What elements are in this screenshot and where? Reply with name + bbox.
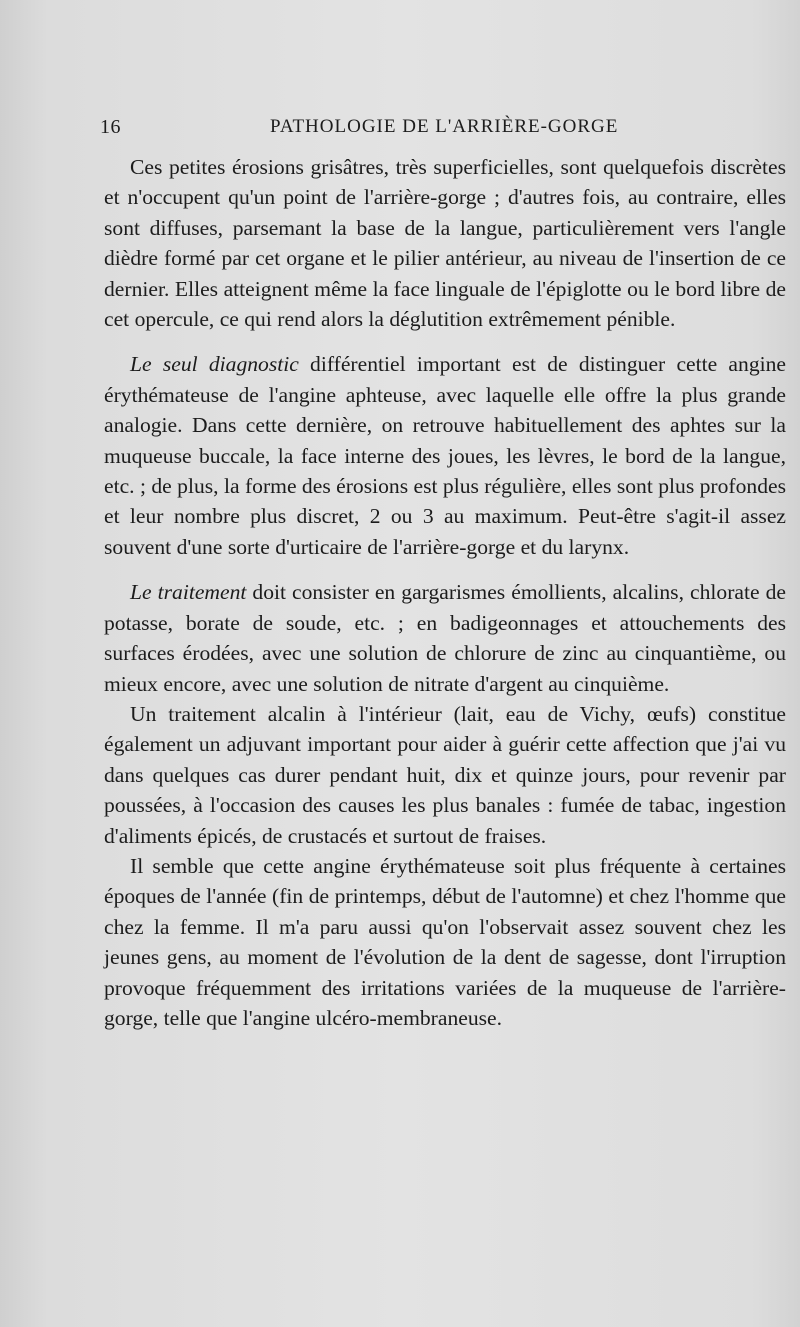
paragraph-text: Un traitement alcalin à l'intérieur (lait, eau de Vichy, œufs) constitue également un adjuvant important pour aider à guérir cette affection que j'ai vu dans quelques cas durer pendant huit, dix et quinze jours, pour revenir par poussées, à l'occasion des causes les plus banales : fumée de tabac, ingestion d'aliments épicés, de crustacés et surtout de fraises. — [104, 701, 786, 848]
paragraph-text: doit consister en gargarismes émollients, alcalins, chlorate de potasse, borate de soude, etc. ; en badigeonnages et attouchements des surfaces érodées, avec une solution de chlorure de zinc au cinquantième, ou mieux encore, avec une solution de nitrate d'argent au cinquième. — [104, 580, 786, 696]
paragraph-text: Ces petites érosions grisâtres, très superficielles, sont quelquefois discrètes et n'occupent qu'un point de l'arrière-gorge ; d'autres fois, au contraire, elles sont diffuses, parsemant la base de la langue, particulièrement vers l'angle dièdre formé par cet organe et le pilier antérieur, au niveau de l'insertion de ce dernier. Elles atteignent même la face linguale de l'épiglotte ou le bord libre de cet opercule, ce qui rend alors la déglutition extrêmement pénible. — [104, 155, 786, 332]
paragraph-diagnostic — [104, 349, 786, 562]
paragraph-text: Il semble que cette angine érythémateuse soit plus fréquente à certaines époques de l'année (fin de printemps, début de l'automne) et chez l'homme que chez la femme. Il m'a paru aussi qu'on l'observait assez souvent chez les jeunes gens, au moment de l'évolution de la dent de sagesse, dont l'irruption provoque fréquemment des irritations variées de la muqueuse de l'arrière-gorge, telle que l'angine ulcéro-membraneuse. — [104, 853, 786, 1030]
paragraph-treatment — [104, 577, 786, 699]
paragraph-lead-italic: Le seul diagnostic — [130, 352, 299, 377]
running-title: PATHOLOGIE DE L'ARRIÈRE-GORGE — [270, 116, 619, 137]
paragraph-lead-italic: Le traitement — [130, 580, 247, 605]
page-header — [100, 116, 790, 146]
paragraph — [104, 699, 786, 851]
body-text — [104, 152, 786, 1033]
paragraph — [104, 152, 786, 334]
paragraph — [104, 851, 786, 1033]
page-number: 16 — [100, 116, 121, 138]
paragraph-text: différentiel important est de distinguer cette angine érythémateuse de l'angine aphteuse, avec laquelle elle offre la plus grande analogie. Dans cette dernière, on retrouve habituellement des aphtes sur la muqueuse buccale, la face interne des joues, les lèvres, le bord de la langue, etc. ; de plus, la forme des érosions est plus régulière, elles sont plus profondes et leur nombre plus discret, 2 ou 3 au maximum. Peut-être s'agit-il assez souvent d'une sorte d'urticaire de l'arrière-gorge et du larynx. — [104, 352, 786, 559]
